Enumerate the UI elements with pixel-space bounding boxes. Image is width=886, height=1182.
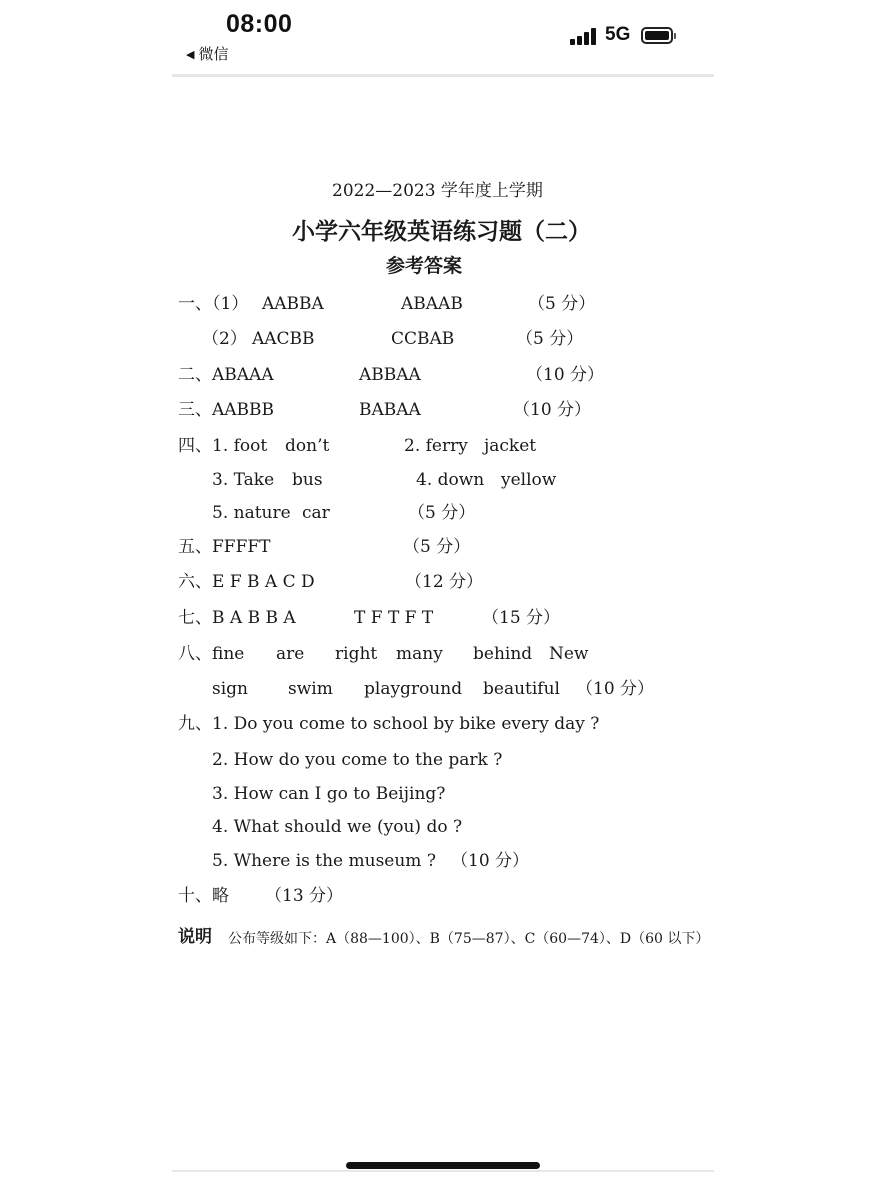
answer-cell: ABAAB: [401, 294, 463, 314]
answer-cell: 2. How do you come to the park ?: [212, 750, 503, 770]
answer-cell: CCBAB: [391, 329, 455, 349]
note-label: 说明: [178, 927, 212, 947]
page-title: 小学六年级英语练习题（二）: [292, 219, 591, 245]
answer-cell: BABAA: [359, 400, 421, 420]
answer-cell: beautiful: [483, 679, 560, 699]
answer-cell: 2. ferry: [404, 436, 468, 456]
answer-cell: AACBB: [252, 329, 315, 349]
answer-cell: many: [396, 644, 443, 664]
page-subtitle: 参考答案: [386, 255, 463, 277]
status-time: 08:00: [226, 10, 293, 38]
answer-cell: 四、1. foot: [178, 436, 268, 456]
answer-cell: 5. Where is the museum ?: [212, 851, 436, 871]
answer-cell: playground: [364, 679, 463, 699]
bottom-divider: [172, 1170, 714, 1172]
answer-cell: T F T F T: [354, 608, 434, 628]
answer-cell: （5 分）: [408, 503, 476, 523]
answer-cell: car: [302, 503, 330, 523]
answer-cell: 十、略: [178, 886, 229, 906]
answer-cell: （5 分）: [528, 294, 596, 314]
answer-cell: （5 分）: [403, 537, 471, 557]
answer-cell: swim: [288, 679, 333, 699]
home-indicator[interactable]: [346, 1162, 540, 1169]
answer-cell: 4. down: [416, 470, 485, 490]
answer-cell: ABBAA: [359, 365, 421, 385]
answer-cell: right: [335, 644, 378, 664]
back-arrow-icon: ◀: [186, 48, 195, 61]
answer-cell: （10 分）: [451, 851, 530, 871]
answer-cell: （2）: [202, 329, 247, 349]
answer-cell: 九、1. Do you come to school by bike every day ?: [178, 714, 600, 734]
answer-cell: sign: [212, 679, 248, 699]
note-text: 公布等级如下：A（88—100）、B（75—87）、C（60—74）、D（60 以下）: [228, 931, 710, 947]
answer-cell: AABBA: [262, 294, 324, 314]
answer-cell: （10 分）: [513, 400, 592, 420]
answer-cell: （10 分）: [526, 365, 605, 385]
answer-cell: 八、fine: [178, 644, 245, 664]
answer-cell: （12 分）: [405, 572, 484, 592]
answer-cell: behind: [473, 644, 533, 664]
answer-cell: New: [549, 644, 589, 664]
answer-cell: 4. What should we (you) do ?: [212, 817, 463, 837]
answer-cell: （5 分）: [516, 329, 584, 349]
answer-cell: 一、（1）: [178, 294, 249, 314]
answer-cell: 三、AABBB: [178, 400, 275, 420]
answer-cell: 3. How can I go to Beijing?: [212, 784, 446, 804]
answer-cell: （10 分）: [576, 679, 655, 699]
answer-cell: bus: [292, 470, 323, 490]
answer-cell: 3. Take: [212, 470, 275, 490]
answer-cell: 七、B A B B A: [178, 608, 296, 628]
answer-cell: are: [276, 644, 305, 664]
answer-cell: don’t: [285, 436, 330, 456]
answer-cell: 5. nature: [212, 503, 291, 523]
school-year: 2022—2023 学年度上学期: [332, 181, 543, 201]
back-label: 微信: [198, 45, 229, 63]
network-type: 5G: [605, 24, 631, 45]
answer-cell: 五、FFFFT: [178, 537, 271, 557]
answer-cell: yellow: [501, 470, 557, 490]
answer-cell: 六、E F B A C D: [178, 572, 315, 592]
answer-cell: jacket: [484, 436, 537, 456]
answer-cell: 二、ABAAA: [178, 365, 274, 385]
answer-cell: （13 分）: [265, 886, 344, 906]
answer-cell: （15 分）: [482, 608, 561, 628]
